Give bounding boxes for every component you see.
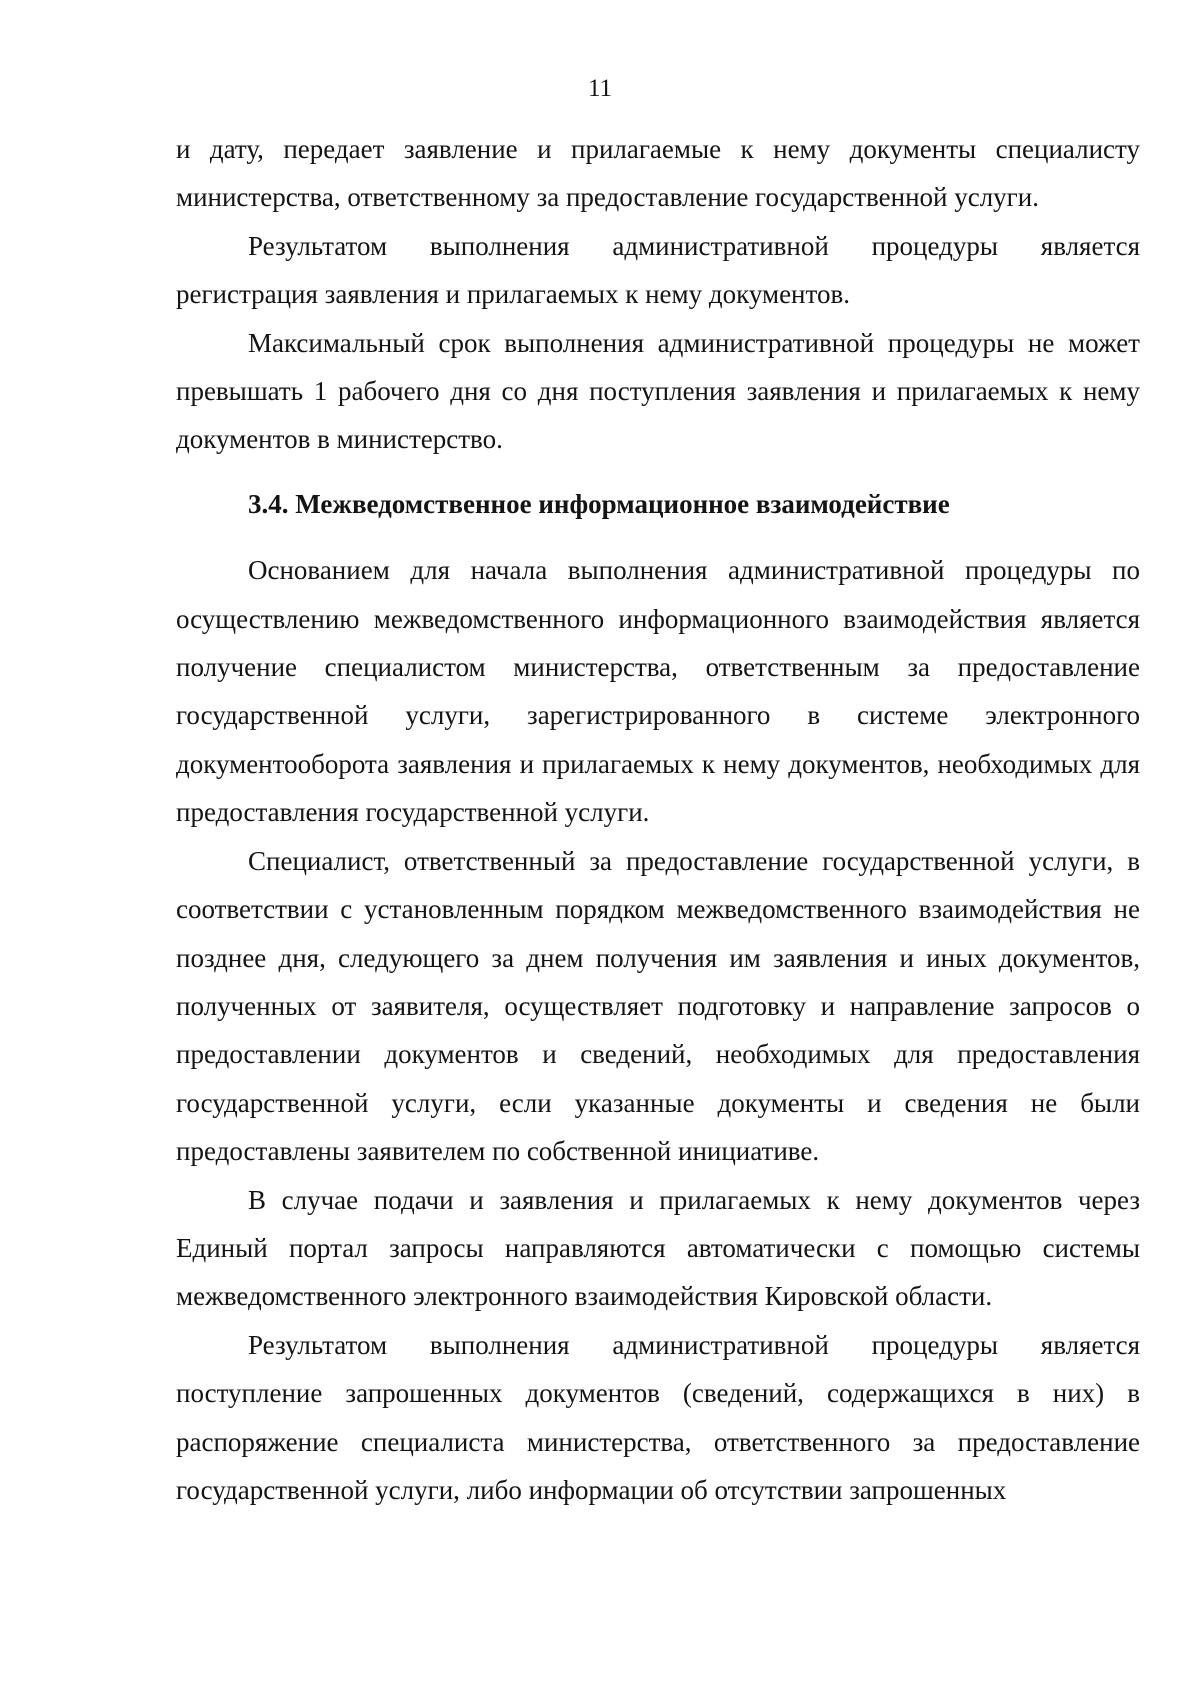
document-body <box>176 125 1140 1514</box>
section-heading: 3.4. Межведомственное информационное взаимодействие <box>248 488 950 519</box>
paragraph-basis: Основанием для начала выполнения административной процедуры по осуществлению межведомственного информационного взаимодействия является получение специалистом министерства, ответственным за предоставление государственной услуги, зарегистрированного в системе электронного документооборота заявления и прилагаемых к нему документов, необходимых для предоставления государственной услуги. <box>176 555 1140 828</box>
paragraph-specialist: Специалист, ответственный за предоставление государственной услуги, в соответствии с установленным порядком межведомственного взаимодействия не позднее дня, следующего за днем получения им заявления и иных документов, полученных от заявителя, осуществляет подготовку и направление запросов о предоставлении документов и сведений, необходимых для предоставления государственной услуги, если указанные документы и сведения не были предоставлены заявителем по собственной инициативе. <box>176 845 1140 1167</box>
paragraph-max-term: Максимальный срок выполнения административной процедуры не может превышать 1 рабочего дня со дня поступления заявления и прилагаемых к нему документов в министерство. <box>176 327 1140 455</box>
paragraph-portal: В случае подачи и заявления и прилагаемых к нему документов через Единый портал запросы направляются автоматически с помощью системы межведомственного электронного взаимодействия Кировской области. <box>176 1184 1140 1312</box>
paragraph-continuation: и дату, передает заявление и прилагаемые к нему документы специалисту министерства, ответственному за предоставление государственной услуги. <box>176 134 1140 213</box>
page-number: 11 <box>587 75 613 102</box>
paragraph-result-documents: Результатом выполнения административной процедуры является поступление запрошенных документов (сведений, содержащихся в них) в распоряжение специалиста министерства, ответственного за предоставление государственной услуги, либо информации об отсутствии запрошенных <box>176 1329 1140 1505</box>
paragraph-result-registration: Результатом выполнения административной процедуры является регистрация заявления и прилагаемых к нему документов. <box>176 230 1140 310</box>
